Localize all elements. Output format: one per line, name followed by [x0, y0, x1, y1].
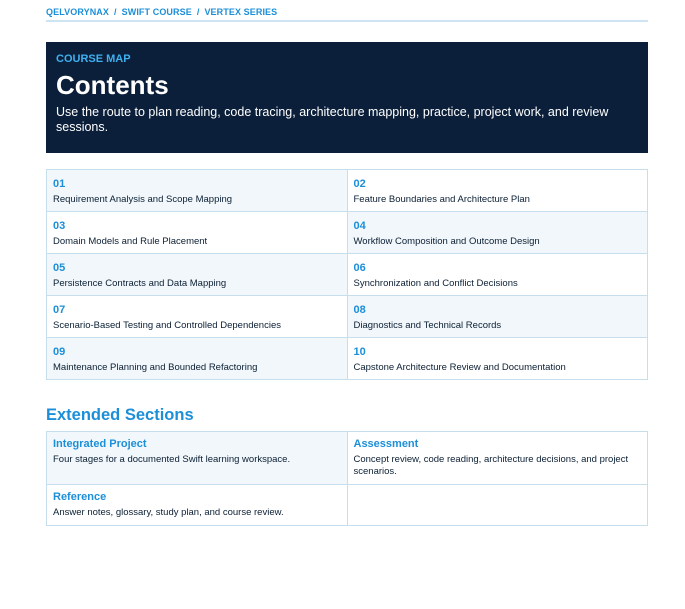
toc-number: 10 [353, 346, 366, 358]
toc-number: 04 [353, 220, 366, 232]
breadcrumb [46, 7, 648, 20]
toc-label: Maintenance Planning and Bounded Refactoring [53, 362, 258, 373]
toc-label: Diagnostics and Technical Records [353, 320, 502, 331]
toc-number: 09 [53, 346, 66, 358]
toc-number: 07 [53, 304, 66, 316]
extended-item-desc: Answer notes, glossary, study plan, and course review. [53, 507, 284, 518]
toc-label: Requirement Analysis and Scope Mapping [53, 194, 233, 205]
page-title: Contents [56, 70, 169, 100]
extended-sections-table [46, 431, 648, 526]
header-divider [46, 20, 648, 22]
toc-item[interactable] [47, 170, 348, 212]
hero-lead: Use the route to plan reading, code tracing, architecture mapping, practice, project work, and review sessions. [56, 105, 609, 134]
toc-label: Feature Boundaries and Architecture Plan [353, 194, 530, 205]
toc-item[interactable] [47, 338, 348, 380]
toc-label: Scenario-Based Testing and Controlled Dependencies [53, 320, 281, 331]
toc-number: 03 [53, 220, 66, 232]
toc-label: Persistence Contracts and Data Mapping [53, 278, 227, 289]
toc-label: Domain Models and Rule Placement [53, 236, 208, 247]
extended-item-title: Integrated Project [53, 438, 147, 450]
breadcrumb-separator: / [196, 7, 200, 17]
hero-banner [46, 42, 648, 153]
toc-number: 01 [53, 178, 66, 190]
extended-item-title: Reference [53, 491, 107, 503]
toc-item[interactable] [47, 254, 348, 296]
toc-number: 05 [53, 262, 66, 274]
toc-number: 08 [353, 304, 366, 316]
toc-item[interactable] [347, 296, 648, 338]
toc-item[interactable] [47, 212, 348, 254]
extended-item-desc: Concept review, code reading, architecture decisions, and project scenarios. [353, 454, 629, 477]
toc-item[interactable] [347, 338, 648, 380]
extended-item-desc: Four stages for a documented Swift learning workspace. [53, 454, 291, 465]
extended-sections-title: Extended Sections [46, 406, 194, 424]
toc-item[interactable] [347, 212, 648, 254]
breadcrumb-separator: / [114, 7, 117, 17]
toc-item[interactable] [347, 254, 648, 296]
toc-number: 02 [353, 178, 366, 190]
extended-item-empty [347, 485, 648, 526]
breadcrumb-item-brand[interactable]: QELVORYNAX [46, 7, 110, 17]
extended-item-assessment[interactable] [347, 432, 648, 485]
contents-table [46, 169, 648, 380]
toc-label: Capstone Architecture Review and Documentation [353, 362, 566, 373]
breadcrumb-item-course[interactable]: SWIFT COURSE [121, 7, 192, 17]
extended-item-reference[interactable] [47, 485, 348, 526]
extended-item-project[interactable] [47, 432, 348, 485]
toc-label: Workflow Composition and Outcome Design [353, 236, 540, 247]
hero-kicker: COURSE MAP [56, 53, 131, 65]
page [46, 0, 648, 526]
toc-label: Synchronization and Conflict Decisions [353, 278, 518, 289]
extended-item-title: Assessment [353, 438, 419, 450]
toc-number: 06 [353, 262, 366, 274]
toc-item[interactable] [347, 170, 648, 212]
toc-item[interactable] [47, 296, 348, 338]
breadcrumb-item-series[interactable]: VERTEX SERIES [204, 7, 278, 17]
